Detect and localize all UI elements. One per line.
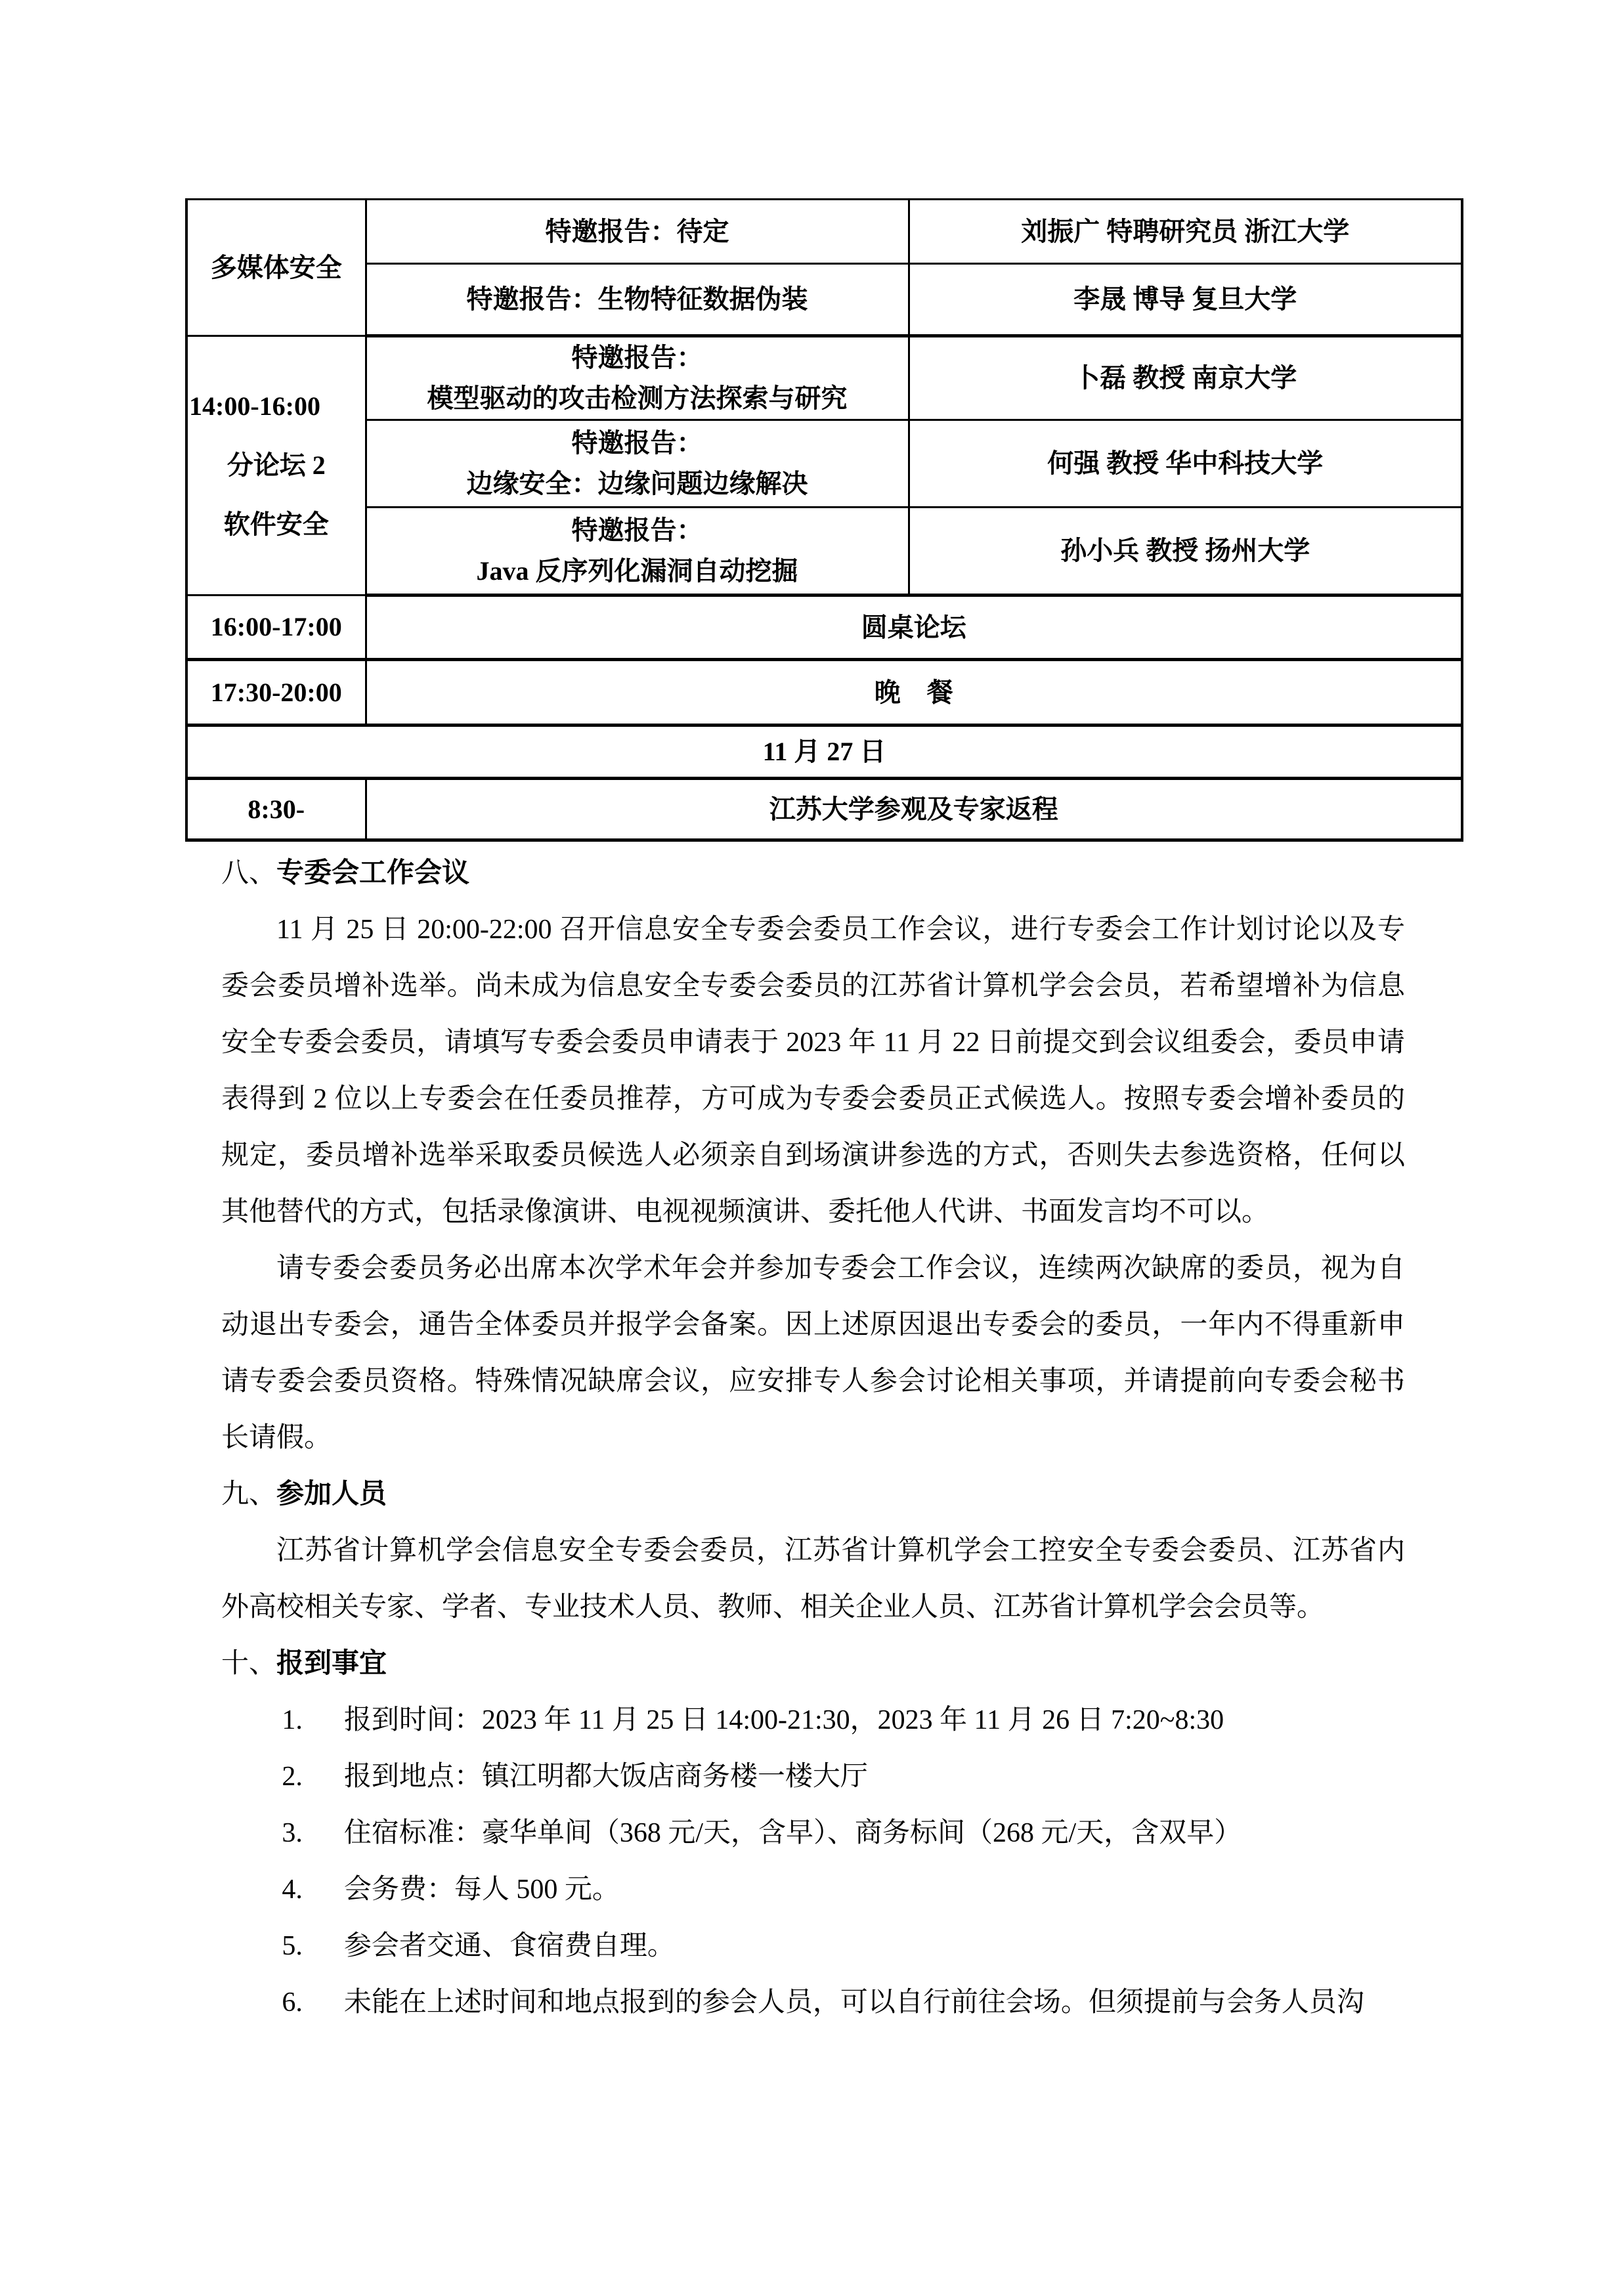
- event-cell-roundtable: 圆桌论坛: [366, 596, 1462, 660]
- forum-label: 软件安全: [223, 509, 329, 539]
- speaker-cell: 卜磊 教授 南京大学: [909, 336, 1462, 420]
- table-row: [186, 726, 1462, 779]
- section-title: 报到事宜: [276, 1649, 387, 1679]
- list-item-text: 报到地点：镇江明都大饭店商务楼一楼大厅: [343, 1762, 868, 1792]
- list-item-text: 会务费：每人 500 元。: [343, 1874, 620, 1905]
- talk-label: 特邀报告：: [571, 343, 703, 372]
- list-item: [221, 1805, 1405, 1861]
- speaker-cell: 何强 教授 华中科技大学: [909, 420, 1462, 508]
- paragraph: 江苏省计算机学会信息安全专委会委员，江苏省计算机学会工控安全专委会委员、江苏省内外高校相关专家、学者、专业技术人员、教师、相关企业人员、江苏省计算机学会会员等。: [221, 1536, 1405, 1622]
- list-item-number: 5.: [282, 1931, 303, 1961]
- talk-cell: 特邀报告：生物特征数据伪装: [366, 264, 909, 336]
- list-item: [221, 1692, 1405, 1748]
- list-item-number: 6.: [282, 1987, 303, 2018]
- table-row: [186, 508, 1462, 596]
- talk-cell: [366, 420, 909, 508]
- list-item: [221, 1918, 1405, 1974]
- section-heading-8: [221, 845, 1405, 901]
- table-row: [186, 200, 1462, 264]
- forum-cell-multimedia-security: 多媒体安全: [186, 200, 366, 336]
- speaker-cell: 李晟 博导 复旦大学: [909, 264, 1462, 336]
- time-cell: 16:00-17:00: [186, 596, 366, 660]
- document-body: [221, 845, 1405, 2031]
- table-row: [186, 660, 1462, 726]
- talk-cell: [366, 336, 909, 420]
- list-item-number: 4.: [282, 1874, 303, 1905]
- table-row: [186, 779, 1462, 840]
- list-item-text: 住宿标准：豪华单间（368 元/天，含早）、商务标间（268 元/天，含双早）: [343, 1818, 1242, 1848]
- section-title: 参加人员: [276, 1479, 387, 1509]
- section-number: 十、: [221, 1649, 277, 1679]
- list-item-text: 报到时间：2023 年 11 月 25 日 14:00-21:30，2023 年 11 月 26 日 7:20~8:30: [343, 1705, 1224, 1735]
- talk-title: Java 反序列化漏洞自动挖掘: [476, 556, 798, 586]
- talk-title: 边缘安全：边缘问题边缘解决: [466, 469, 808, 498]
- time-cell: 8:30-: [186, 779, 366, 840]
- forum-cell-software-security: [186, 336, 366, 596]
- paragraph: 请专委会委员务必出席本次学术年会并参加专委会工作会议，连续两次缺席的委员，视为自动退出专委会，通告全体委员并报学会备案。因上述原因退出专委会的委员，一年内不得重新申请专委会委员资格。特殊情况缺席会议，应安排专人参会讨论相关事项，并请提前向专委会秘书长请假。: [221, 1253, 1405, 1453]
- event-cell-dinner: 晚 餐: [366, 660, 1462, 726]
- paragraph: 11 月 25 日 20:00-22:00 召开信息安全专委会委员工作会议，进行专委会工作计划讨论以及专委会委员增补选举。尚未成为信息安全专委会委员的江苏省计算机学会会员，若希望增补为信息安全专委会委员，请填写专委会委员申请表于 2023 年 11 月 22 日前提交到会议组委会，委员申请表得到 2 位以上专委会在任委员推荐，方可成为专委会委员正式候选人。按照专委会增补委员的规定，委员增补选举采取委员候选人必须亲自到场演讲参选的方式，否则失去参选资格，任何以其他替代的方式，包括录像演讲、电视视频演讲、委托他人代讲、书面发言均不可以。: [221, 915, 1405, 1227]
- list-item-number: 2.: [282, 1762, 303, 1792]
- schedule-table: [185, 198, 1463, 842]
- section-number: 九、: [221, 1479, 277, 1509]
- time-label: 14:00-16:00: [189, 391, 320, 421]
- section-heading-10: [221, 1635, 1405, 1692]
- talk-label: 特邀报告：: [571, 428, 703, 458]
- list-item-text: 参会者交通、食宿费自理。: [343, 1931, 675, 1961]
- section-heading-9: [221, 1466, 1405, 1523]
- section-title: 专委会工作会议: [276, 858, 470, 888]
- time-cell: 17:30-20:00: [186, 660, 366, 726]
- list-item-number: 3.: [282, 1818, 303, 1848]
- speaker-cell: 刘振广 特聘研究员 浙江大学: [909, 200, 1462, 264]
- date-header-cell: 11 月 27 日: [186, 726, 1462, 779]
- section-number: 八、: [221, 858, 277, 888]
- speaker-cell: 孙小兵 教授 扬州大学: [909, 508, 1462, 596]
- talk-cell: 特邀报告：待定: [366, 200, 909, 264]
- event-cell-campus-visit: 江苏大学参观及专家返程: [366, 779, 1462, 840]
- talk-label: 特邀报告：: [571, 515, 703, 545]
- table-row: [186, 596, 1462, 660]
- forum-label: 分论坛 2: [227, 450, 326, 480]
- table-row: [186, 336, 1462, 420]
- table-row: [186, 264, 1462, 336]
- table-row: [186, 420, 1462, 508]
- talk-title: 模型驱动的攻击检测方法探索与研究: [427, 383, 848, 413]
- talk-cell: [366, 508, 909, 596]
- list-item: [221, 1974, 1405, 2031]
- list-item: [221, 1748, 1405, 1805]
- list-item: [221, 1861, 1405, 1918]
- list-item-number: 1.: [282, 1705, 303, 1735]
- list-item-text: 未能在上述时间和地点报到的参会人员，可以自行前往会场。但须提前与会务人员沟: [343, 1987, 1364, 2018]
